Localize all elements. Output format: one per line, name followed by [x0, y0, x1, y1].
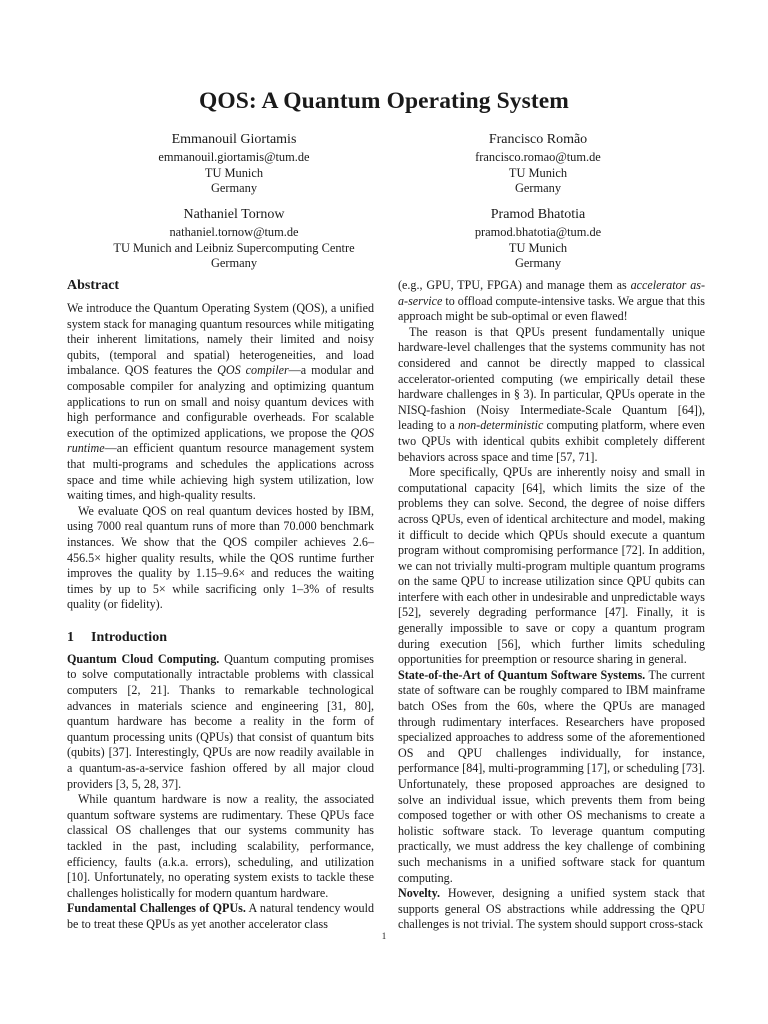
intro-paragraph-2: While quantum hardware is now a reality, the associated quantum software systems are rudimentary. These QPUs face classical OS challenges that our systems community has tackled in the past, including scalability, performance, efficiency, faults (a.k.a. errors), scheduling, and utilization [10]. Unfortunately, no operating system exists to tackle these challenges holistically for modern quantum hardware. — [67, 792, 374, 900]
author-name: Francisco Romão — [488, 132, 588, 147]
section-heading-introduction — [67, 630, 374, 646]
author-name: Emmanouil Giortamis — [171, 132, 297, 147]
right-paragraph-1: (e.g., GPU, TPU, FPGA) and manage them as accelerator as-a-service to offload compute-intensive tasks. We argue that this approach might be sub-optimal or even flawed! — [398, 278, 706, 324]
left-column — [67, 278, 374, 933]
right-paragraph-2: The reason is that QPUs present fundamentally unique hardware-level challenges that the systems community has not considered and cannot be directly mapped to classical accelerator-oriented computing (we empirically detail these hardware challenges in § 3). In particular, QPUs operate in the NISQ-fashion (Noisy Intermediate-Scale Quantum [64]), leading to a non-deterministic computing platform, where even two QPUs with identical qubits exhibit completely different behaviors across space and time [57, 71]. — [398, 324, 705, 464]
intro-paragraph-3: Fundamental Challenges of QPUs. A natural tendency would be to treat these QPUs as yet another accelerator class — [67, 901, 374, 931]
section-title: Introduction — [91, 629, 167, 645]
page-number: 1 — [381, 931, 387, 941]
abstract-paragraph-2: We evaluate QOS on real quantum devices hosted by IBM, using 7000 real quantum runs of more than 70.000 benchmark instances. We show that the QOS compiler achieves 2.6–456.5× higher quality results, while the QOS runtime further improves the quality by 1.15–9.6× and reduces the waiting times by up to 5× while sacrificing only 1–3% of results quality (or fidelity). — [67, 503, 374, 612]
author-affiliation: TU Munich and Leibniz Supercomputing Centre — [113, 240, 355, 255]
author-country: Germany — [514, 256, 562, 271]
right-paragraph-3: More specifically, QPUs are inherently noisy and small in computational capacity [64], which limits the size of the problems they can solve. Second, the degree of noise differs across QPUs, even of identical architecture and model, making it difficult to decide which QPUs should execute a quantum program without compromising performance [72]. In addition, we can not trivially multi-program multiple quantum programs on the same QPU to increase utilization since QPU qubits can interfere with each other in undesirable and unpredictable ways [52], severely degrading performance [47]. Finally, it is generally impossible to save or copy a quantum program during execution [56], which further limits scheduling opportunities for preemption or resource sharing in general. — [398, 465, 705, 667]
section-number: 1 — [67, 629, 74, 645]
author-email: nathaniel.tornow@tum.de — [169, 225, 299, 239]
paper-title: QOS: A Quantum Operating System — [198, 88, 569, 114]
abstract-heading: Abstract — [67, 278, 120, 293]
author-block-2 — [358, 131, 718, 197]
author-country: Germany — [210, 256, 258, 271]
right-paragraph-4: State-of-the-Art of Quantum Software Systems. The current state of software can be roughly compared to IBM mainframe batch OSes from the 60s, where the QPUs are managed through rudimentary interfaces. Researchers have proposed specialized approaches to address some of the aforementioned OS and QPU challenges individually, for instance, performance [84], multi-programming [17], or scheduling [73]. Unfortunately, these proposed approaches are designed to solve an individual issue, which prevents them from being composed together or with other OS mechanisms to create a holistic software stack. To leverage quantum computing practically, we must address the key challenge of combining such mechanisms in a unified software stack for quantum computing. — [398, 667, 705, 885]
author-affiliation: TU Munich — [204, 165, 264, 180]
author-email: emmanouil.giortamis@tum.de — [158, 150, 310, 164]
author-email: pramod.bhatotia@tum.de — [474, 225, 602, 239]
intro-paragraph-1: Quantum Cloud Computing. Quantum computing promises to solve computationally intractable problems with classical computers [2, 21]. Thanks to remarkable technological advances in materials science and engineering [31, 80], quantum hardware has become a reality in the form of quantum processing units (QPUs) that consist of quantum bits (qubits) [37]. Interestingly, QPUs are now readily available in a quantum-as-a-service fashion offered by all major cloud providers [3, 5, 28, 37]. — [67, 651, 374, 791]
author-block-4 — [358, 206, 718, 272]
abstract-paragraph-1: We introduce the Quantum Operating System (QOS), a unified system stack for managing quantum resources while mitigating their inherent limitations, namely their limited and noisy qubits, (temporal and spatial) heterogeneities, and load imbalance. QOS features the QOS compiler—a modular and composable compiler for analyzing and optimizing quantum applications to run on small and noisy quantum devices with high performance and configurable overheads. For scalable execution of the optimized applications, we propose the QOS runtime—an efficient quantum resource management system that multi-programs and schedules the applications across space and time while achieving high system utilization, low waiting times, and high-quality results. — [67, 301, 374, 503]
author-affiliation: TU Munich — [508, 165, 568, 180]
author-name: Pramod Bhatotia — [490, 207, 586, 222]
author-country: Germany — [514, 181, 562, 196]
author-name: Nathaniel Tornow — [183, 207, 285, 222]
right-column — [398, 278, 705, 933]
author-affiliation: TU Munich — [508, 240, 568, 255]
right-paragraph-5: Novelty. However, designing a unified system stack that supports general OS abstractions while addressing the QPU challenges is not trivial. The system should support cross-stack — [398, 886, 705, 932]
author-email: francisco.romao@tum.de — [475, 150, 601, 164]
author-country: Germany — [210, 181, 258, 196]
